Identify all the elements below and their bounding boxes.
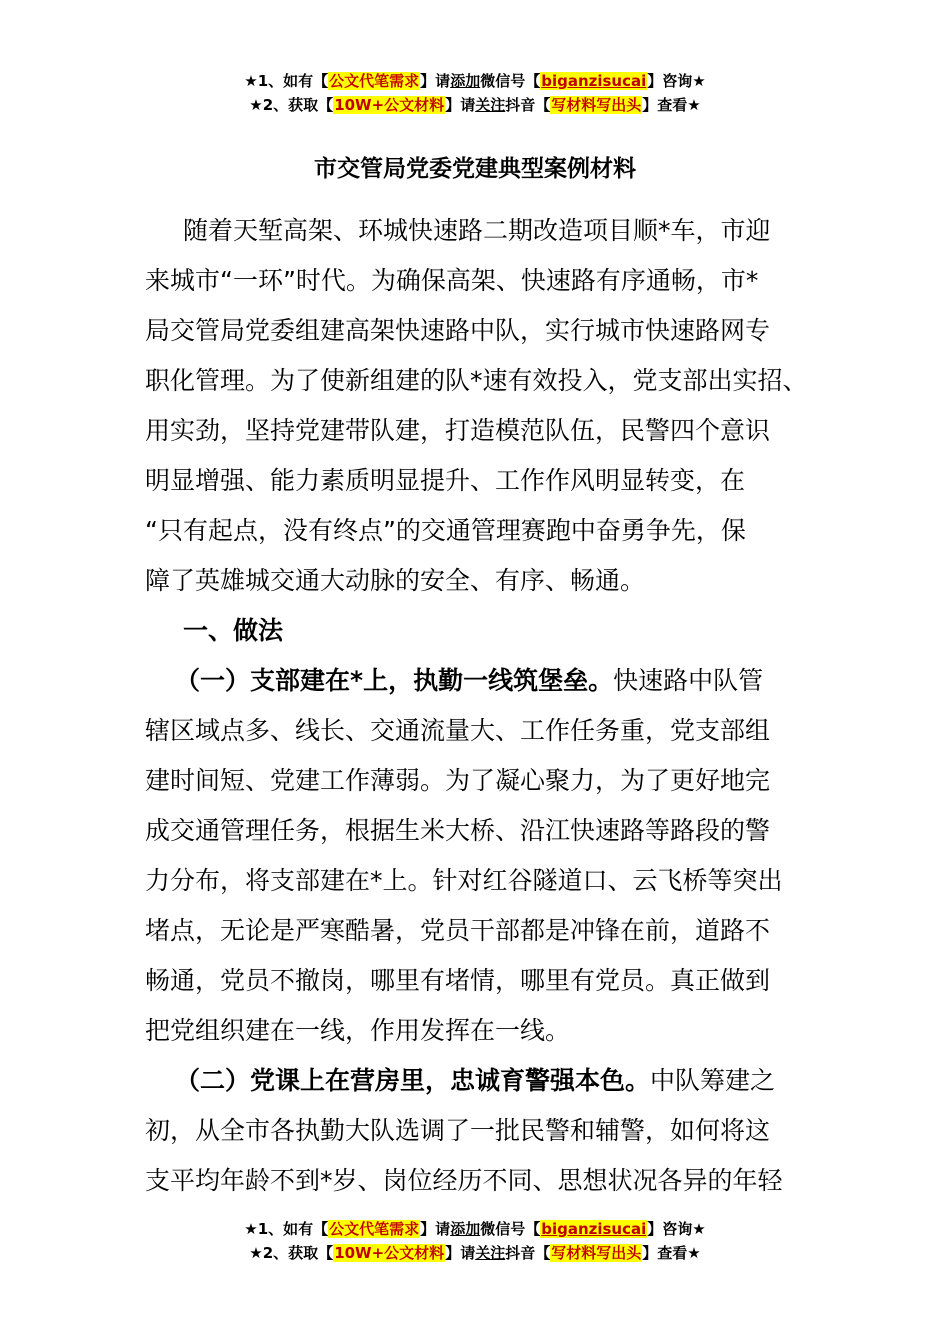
- banner-line-1: [0, 69, 950, 93]
- highlight-douyin: 写材料写出头: [551, 96, 642, 114]
- banner-line-2: [0, 1241, 950, 1265]
- banner-line-1: [0, 1217, 950, 1241]
- paragraph-line: 畅通，党员不撤岗，哪里有堵情，哪里有党员。真正做到: [145, 966, 771, 995]
- banner-text: 】请: [420, 1220, 451, 1238]
- paragraph-line: 成交通管理任务，根据生米大桥、沿江快速路等路段的警: [145, 816, 771, 845]
- paragraph-line: 用实劲，坚持党建带队建，打造模范队伍，民警四个意识: [145, 416, 771, 445]
- paragraph-text: 中队筹建之: [650, 1066, 776, 1095]
- highlight-materials: 10W+公文材料: [334, 96, 445, 114]
- highlight-materials: 10W+公文材料: [334, 1244, 445, 1262]
- paragraph-line: 职化管理。为了使新组建的队*速有效投入，党支部出实招、: [145, 366, 808, 395]
- banner-text: 】查看★: [642, 96, 701, 114]
- footer-banner: [0, 1217, 950, 1265]
- highlight-service: 公文代笔需求: [329, 1220, 420, 1238]
- paragraph-line: 随着天堑高架、环城快速路二期改造项目顺*车，市迎: [183, 216, 771, 245]
- paragraph-line: 建时间短、党建工作薄弱。为了凝心聚力，为了更好地完: [145, 766, 771, 795]
- paragraph-line: 辖区域点多、线长、交通流量大、工作任务重，党支部组: [145, 716, 771, 745]
- banner-text: 抖音【: [505, 1244, 551, 1262]
- paragraph-line: 力分布，将支部建在*上。针对红谷隧道口、云飞桥等突出: [145, 866, 783, 895]
- banner-text: 抖音【: [505, 96, 551, 114]
- paragraph-line: 局交管局党委组建高架快速路中队，实行城市快速路网专: [145, 316, 771, 345]
- document-body: [145, 206, 825, 1206]
- banner-underlined-text: 添加: [450, 1220, 481, 1238]
- header-banner: [0, 69, 950, 117]
- paragraph-line: “只有起点，没有终点”的交通管理赛跑中奋勇争先，保: [145, 516, 746, 545]
- subsection-heading: （一）支部建在*上，执勤一线筑堡垒。: [175, 666, 614, 695]
- section-heading: 一、做法: [183, 616, 284, 645]
- banner-text: ★1、如有【: [244, 1220, 329, 1238]
- paragraph-line: 来城市“一环”时代。为确保高架、快速路有序通畅，市*: [145, 266, 759, 295]
- banner-line-2: [0, 93, 950, 117]
- wechat-id-link[interactable]: biganzisucai: [541, 1220, 647, 1238]
- banner-underlined-text: 添加: [450, 72, 481, 90]
- banner-underlined-text: 关注: [475, 1244, 506, 1262]
- banner-text: 】请: [445, 96, 476, 114]
- subsection-heading: （二）党课上在营房里，忠诚育警强本色。: [175, 1066, 651, 1095]
- subsection-first-line: [145, 1056, 825, 1106]
- paragraph-line: 明显增强、能力素质明显提升、工作作风明显转变，在: [145, 466, 746, 495]
- banner-text: 】请: [420, 72, 451, 90]
- paragraph-text: 快速路中队管: [613, 666, 764, 695]
- paragraph-line: 堵点，无论是严寒酷暑，党员干部都是冲锋在前，道路不: [145, 916, 771, 945]
- banner-text: 】请: [445, 1244, 476, 1262]
- paragraph-line: 障了英雄城交通大动脉的安全、有序、畅通。: [145, 566, 646, 595]
- banner-text: ★2、获取【: [249, 96, 334, 114]
- paragraph-line: 初，从全市各执勤大队选调了一批民警和辅警，如何将这: [145, 1116, 771, 1145]
- banner-text: 微信号【: [480, 1220, 541, 1238]
- paragraph-line: 支平均年龄不到*岁、岗位经历不同、思想状况各异的年轻: [145, 1166, 783, 1195]
- banner-text: 】查看★: [642, 1244, 701, 1262]
- highlight-service: 公文代笔需求: [329, 72, 420, 90]
- highlight-douyin: 写材料写出头: [551, 1244, 642, 1262]
- banner-text: 微信号【: [480, 72, 541, 90]
- banner-text: ★1、如有【: [244, 72, 329, 90]
- subsection-first-line: [145, 656, 825, 706]
- banner-text: 】咨询★: [647, 72, 706, 90]
- banner-underlined-text: 关注: [475, 96, 506, 114]
- banner-text: ★2、获取【: [249, 1244, 334, 1262]
- banner-text: 】咨询★: [647, 1220, 706, 1238]
- document-title: 市交管局党委党建典型案例材料: [314, 156, 636, 182]
- wechat-id-link[interactable]: biganzisucai: [541, 72, 647, 90]
- paragraph-line: 把党组织建在一线，作用发挥在一线。: [145, 1016, 571, 1045]
